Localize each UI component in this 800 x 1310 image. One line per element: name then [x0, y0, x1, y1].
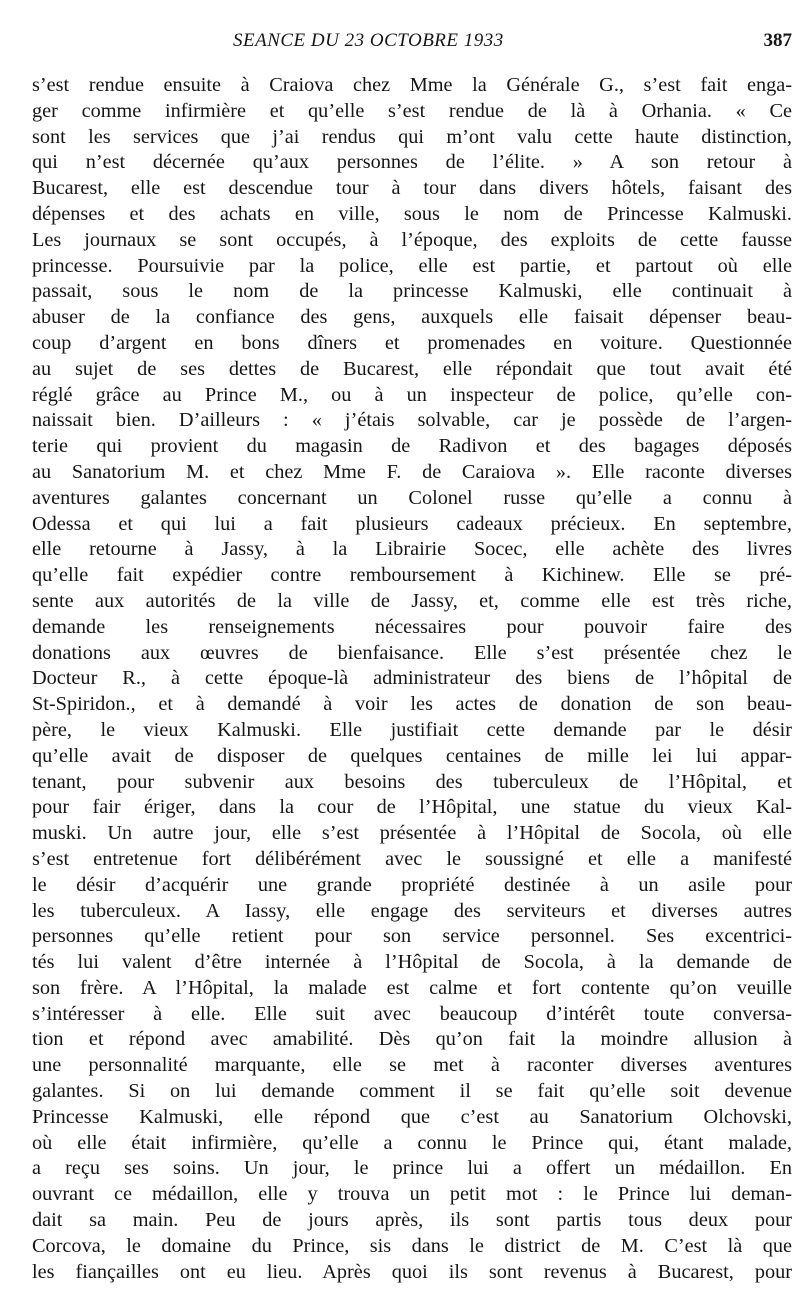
text-line: dait sa main. Peu de jours après, ils sont partis tous deux pour: [32, 1209, 792, 1232]
text-line: s’intéresser à elle. Elle suit avec beaucoup d’intérêt toute conversa-: [32, 1002, 792, 1025]
text-line: les tuberculeux. A Iassy, elle engage des serviteurs et diverses autres: [32, 899, 792, 922]
text-line: coup d’argent en bons dîners et promenades en voiture. Questionnée: [32, 331, 792, 354]
text-line: au sujet de ses dettes de Bucarest, elle répondait que tout avait été: [32, 357, 792, 380]
text-line: réglé grâce au Prince M., ou à un inspecteur de police, qu’elle con-: [32, 383, 792, 406]
text-line: Odessa et qui lui a fait plusieurs cadeaux précieux. En septembre,: [32, 512, 792, 535]
text-line: donations aux œuvres de bienfaisance. Elle s’est présentée chez le: [32, 641, 792, 664]
text-line: abuser de la confiance des gens, auxquels elle faisait dépenser beau-: [32, 306, 792, 329]
text-line: Bucarest, elle est descendue tour à tour dans divers hôtels, faisant des: [32, 177, 792, 200]
text-line: personnes qu’elle retient pour son service personnel. Ses excentrici-: [32, 925, 792, 948]
text-line: les fiançailles ont eu lieu. Après quoi ils sont revenus à Bucarest, pour: [32, 1260, 792, 1283]
text-line: naissait bien. D’ailleurs : « j’étais solvable, car je possède de l’argen-: [32, 409, 792, 432]
text-line: tés lui valent d’être internée à l’Hôpital de Socola, à la demande de: [32, 951, 792, 974]
text-line: son frère. A l’Hôpital, la malade est calme et fort contente qu’on veuille: [32, 976, 792, 999]
text-line: pour fair ériger, dans la cour de l’Hôpital, une statue du vieux Kal-: [32, 796, 792, 819]
text-line: Corcova, le domaine du Prince, sis dans le district de M. C’est là que: [32, 1234, 792, 1257]
page-header: [0, 30, 800, 58]
text-line: le désir d’acquérir une grande propriété destinée à un asile pour: [32, 873, 792, 896]
text-line: muski. Un autre jour, elle s’est présentée à l’Hôpital de Socola, où elle: [32, 822, 792, 845]
text-line: tion et répond avec amabilité. Dès qu’on fait la moindre allusion à: [32, 1028, 792, 1051]
text-line: Princesse Kalmuski, elle répond que c’est au Sanatorium Olchovski,: [32, 1105, 792, 1128]
text-line: a reçu ses soins. Un jour, le prince lui a offert un médaillon. En: [32, 1157, 792, 1180]
text-line: s’est rendue ensuite à Craiova chez Mme la Générale G., s’est fait enga-: [32, 74, 792, 96]
text-line: galantes. Si on lui demande comment il se fait qu’elle soit devenue: [32, 1080, 792, 1103]
text-line: au Sanatorium M. et chez Mme F. de Caraiova ». Elle raconte diverses: [32, 460, 792, 483]
text-line: qu’elle fait expédier contre remboursement à Kichinew. Elle se pré-: [32, 564, 792, 587]
text-line: ger comme infirmière et qu’elle s’est rendue de là à Orhania. « Ce: [32, 99, 792, 122]
running-title: SEANCE DU 23 OCTOBRE 1933: [233, 30, 504, 51]
text-line: elle retourne à Jassy, à la Librairie Socec, elle achète des livres: [32, 538, 792, 561]
body-text: [32, 73, 792, 1285]
text-line: demande les renseignements nécessaires pour pouvoir faire des: [32, 615, 792, 638]
text-line: une personnalité marquante, elle se met à raconter diverses aventures: [32, 1054, 792, 1077]
text-line: princesse. Poursuivie par la police, elle est partie, et partout où elle: [32, 254, 792, 277]
text-line: Les journaux se sont occupés, à l’époque, des exploits de cette fausse: [32, 228, 792, 251]
text-line: où elle était infirmière, qu’elle a connu le Prince qui, étant malade,: [32, 1131, 792, 1154]
text-line: Docteur R., à cette époque-là administrateur des biens de l’hôpital de: [32, 667, 792, 690]
page-number: 387: [763, 30, 792, 51]
text-line: dépenses et des achats en ville, sous le nom de Princesse Kalmuski.: [32, 202, 792, 225]
text-line: qu’elle avait de disposer de quelques centaines de mille lei lui appar-: [32, 744, 792, 767]
text-line: tenant, pour subvenir aux besoins des tuberculeux de l’Hôpital, et: [32, 770, 792, 793]
text-line: sente aux autorités de la ville de Jassy, et, comme elle est très riche,: [32, 589, 792, 612]
text-line: ouvrant ce médaillon, elle y trouva un petit mot : le Prince lui deman-: [32, 1183, 792, 1206]
text-line: s’est entretenue fort délibérément avec le soussigné et elle a manifesté: [32, 847, 792, 870]
text-line: passait, sous le nom de la princesse Kalmuski, elle continuait à: [32, 280, 792, 303]
text-line: qui n’est décernée qu’aux personnes de l’élite. » A son retour à: [32, 151, 792, 174]
text-line: terie qui provient du magasin de Radivon et des bagages déposés: [32, 435, 792, 458]
text-line: St-Spiridon., et à demandé à voir les actes de donation de son beau-: [32, 693, 792, 716]
text-line: aventures galantes concernant un Colonel russe qu’elle a connu à: [32, 486, 792, 509]
text-line: père, le vieux Kalmuski. Elle justifiait cette demande par le désir: [32, 718, 792, 741]
text-line: sont les services que j’ai rendus qui m’ont valu cette haute distinction,: [32, 125, 792, 148]
